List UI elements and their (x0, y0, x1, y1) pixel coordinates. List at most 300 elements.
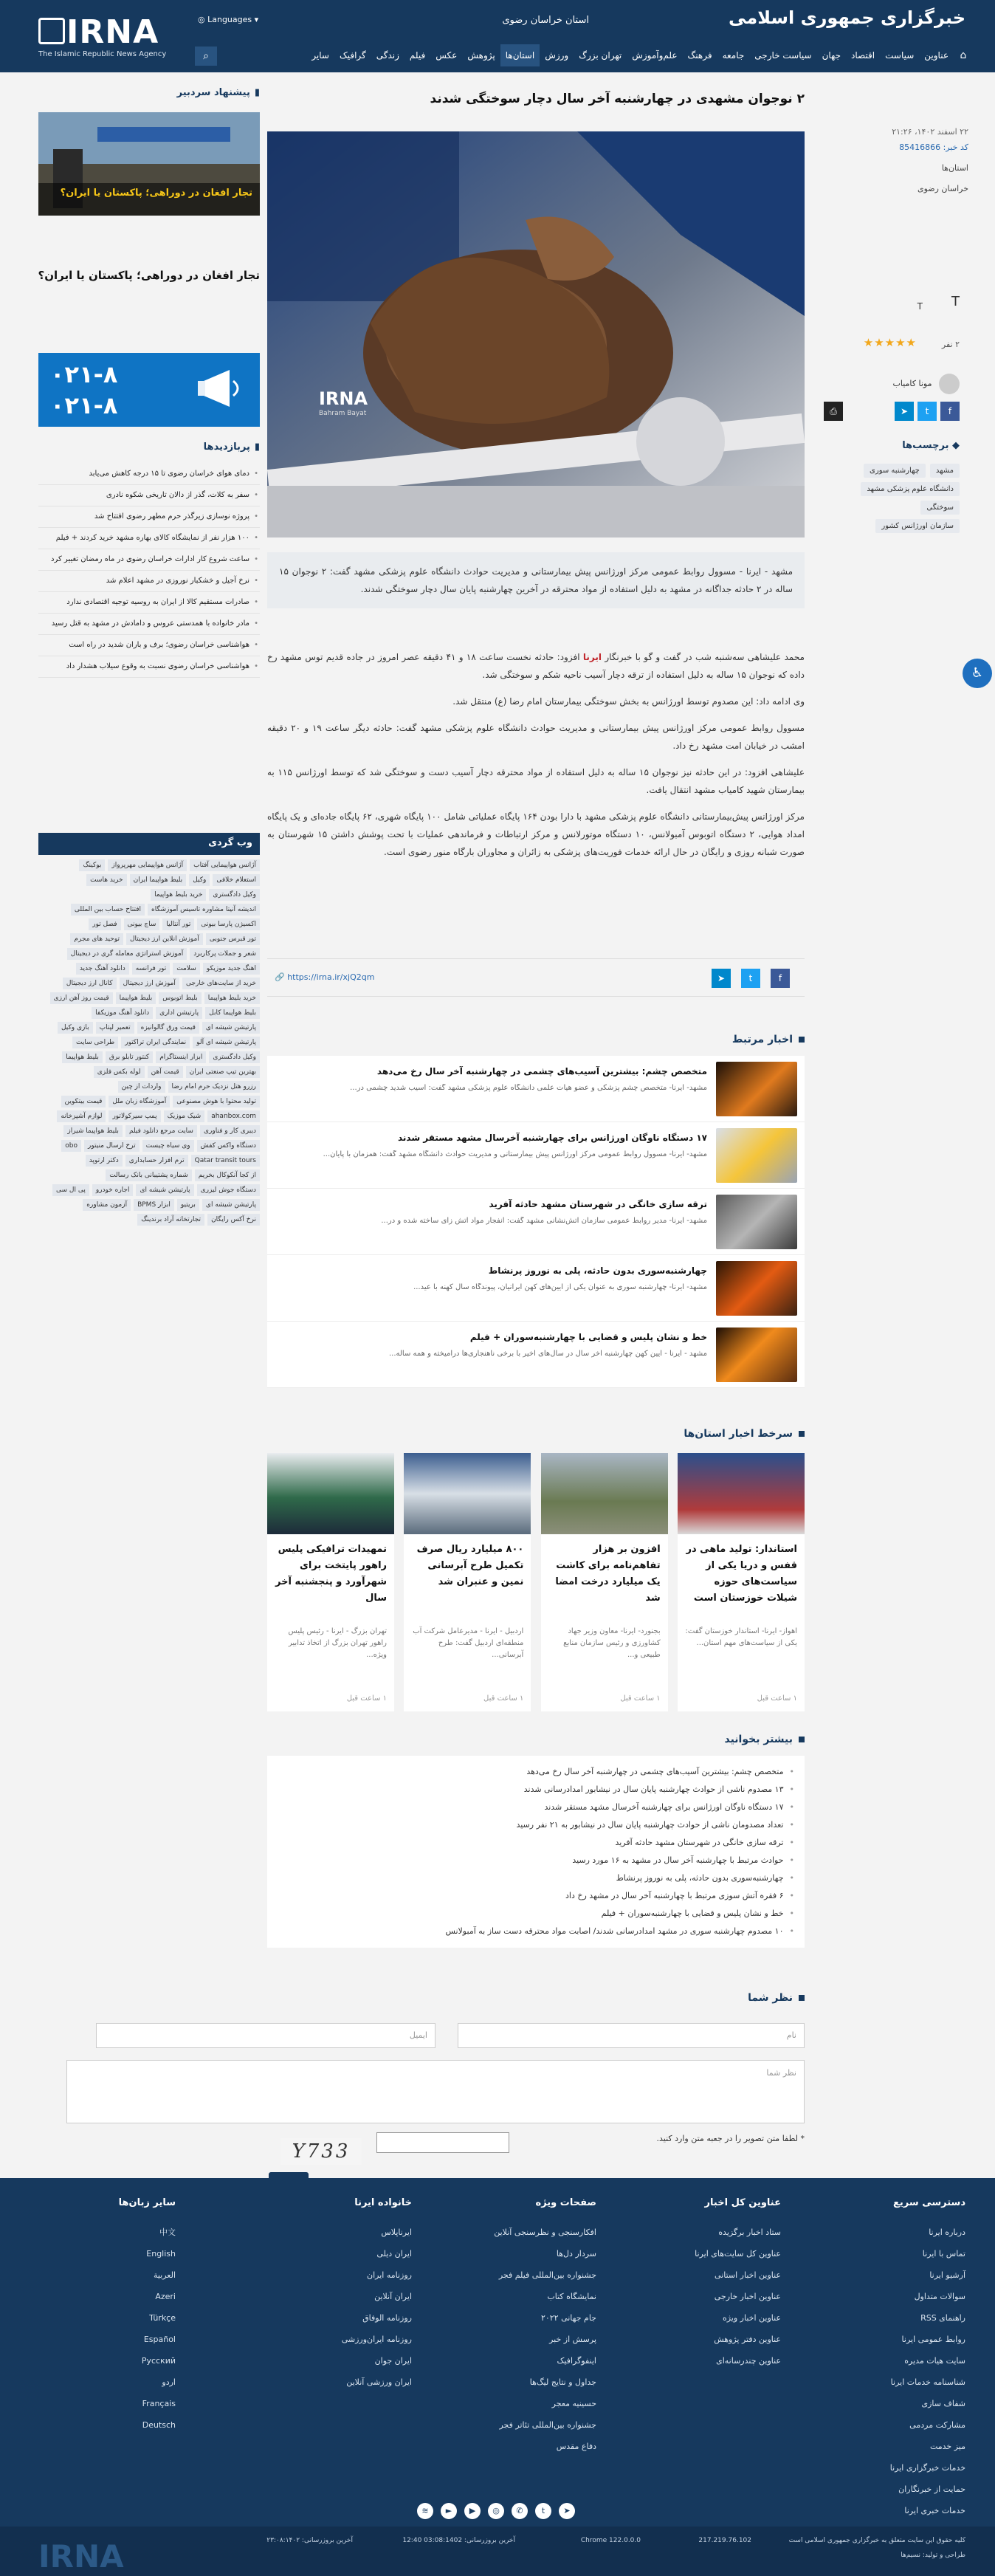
web-tag[interactable]: اندیشه آنیتا مشاوره تاسیس آموزشگاه (148, 904, 260, 916)
web-tag[interactable]: وی سیاه چیست (142, 1140, 194, 1152)
more-item[interactable]: • تعداد مصدومان ناشی از حوادث چهارشنبه پایان سال در نیشابور به ۲۱ نفر رسید (278, 1816, 794, 1834)
section-marker (799, 1431, 805, 1437)
headline-card[interactable] (267, 1453, 394, 1711)
main-column (267, 72, 968, 2177)
category-link[interactable]: استان‌ها (941, 163, 968, 173)
footer-link[interactable]: روزنامه ایران (367, 2270, 412, 2280)
short-url[interactable] (275, 972, 374, 982)
ad-line: ۰۲۱-۸ (50, 391, 118, 419)
web-tag[interactable]: پی ال سی (52, 1184, 89, 1196)
comment-title-label: نظر شما (748, 1992, 793, 2004)
footer-link[interactable]: مشارکت مردمی (909, 2420, 965, 2430)
nav-item[interactable]: علم‌وآموزش (632, 50, 678, 61)
more-item[interactable]: • ۱۰ مصدوم چهارشنبه سوری در مشهد امدادرسانی شدند/ اصابت مواد محترقه دست ساز به آمبولانس (278, 1923, 794, 1940)
latest-item[interactable]: • دمای هوای خراسان رضوی تا ۱۵ درجه کاهش می‌یابد (38, 464, 260, 485)
more-item[interactable]: • چهارشنبه‌سوری بدون حادثه، پلی به نوروز پرنشاط (278, 1869, 794, 1887)
related-item-summary: مشهد - ایرنا - آیین کهن چهارشنبه آخر سال در سال‌های اخیر با برخی ناهنجاری‌ها درآمیخته و همه ساله... (388, 1350, 707, 1358)
nav-item[interactable]: سیاست (885, 50, 915, 61)
web-tag[interactable]: ahanbox.com (207, 1110, 260, 1122)
footer-link[interactable]: سایت هیات مدیره (904, 2356, 965, 2366)
web-tag[interactable]: سلامت (173, 963, 200, 975)
web-tag[interactable]: رزرو هتل نزدیک حرم امام رضا (168, 1081, 260, 1093)
nav-item[interactable]: اقتصاد (851, 50, 875, 61)
web-tag[interactable]: وکیل دادگستری (209, 1051, 260, 1063)
web-tag[interactable]: دستگاه واکس کفش (197, 1140, 260, 1152)
web-tag[interactable]: آژانس هواپیمایی مهرپرواز (108, 859, 187, 871)
latest-item[interactable]: • هواشناسی خراسان رضوی نسبت به وقوع سیلاب هشدار داد (38, 656, 260, 678)
related-thumbnail (716, 1195, 797, 1249)
footer-link-list (449, 2222, 596, 2457)
footer-col (633, 2197, 781, 2371)
article-paragraph: مرکز اورژانس پیش‌بیمارستانی دانشگاه علوم پزشکی مشهد با دارا بودن ۱۶۴ پایگاه عملیاتی شامل ۱۰۰ پایگاه شهری، ۶۲ پایگاه جاده‌ای و یک پایگاه امداد هوایی، ۲ دستگاه اتوبوس آمبولانس، ۱۰ دستگاه موتورلانس و مرکز ارتباطات و فرماندهی عملیات با تحت پوشش داشتن ۱۵ شهرستان به صورت شبانه روزی و رایگان در حال ارائه خدمات فوریت‌های پزشکی به زائران و مجاوران بارگاه منور رضوی است. (267, 811, 805, 857)
headlines-title (267, 1428, 805, 1440)
nav-item[interactable]: جهان (822, 50, 841, 61)
footer-col-title: صفحات ویژه (535, 2197, 596, 2208)
captcha-label: * لطفا متن تصویر را در جعبه متن وارد کنید. (656, 2134, 805, 2143)
headline-card[interactable] (404, 1453, 531, 1711)
suggest-item[interactable]: تجار افغان در دوراهی؛ پاکستان یا ایران؟ (38, 269, 260, 282)
footer-link[interactable]: Français (142, 2399, 176, 2408)
related-thumbnail (716, 1261, 797, 1316)
related-item[interactable] (267, 1056, 805, 1122)
web-tag[interactable]: وکیل (189, 874, 210, 886)
nav-item[interactable]: فرهنگ (687, 50, 712, 61)
short-url-bar (267, 958, 805, 997)
nav-item[interactable]: سیاست خارجی (754, 50, 812, 61)
tag[interactable]: سازمان اورژانس کشور (875, 519, 960, 533)
footer-link[interactable]: عناوین کل سایت‌های ایرنا (695, 2249, 781, 2259)
whatsapp-icon[interactable]: ✆ (512, 2503, 528, 2519)
web-tag[interactable]: بلیط اتوبوس (159, 992, 201, 1004)
telegram-icon[interactable]: ➤ (895, 402, 914, 421)
accessibility-icon[interactable]: ♿ (963, 659, 992, 688)
footer-link[interactable]: Español (143, 2335, 176, 2344)
font-size-large[interactable]: T (951, 294, 960, 309)
photo-watermark: IRNA (319, 388, 368, 409)
footer-link[interactable]: حسینیه معجر (551, 2399, 596, 2408)
web-tag[interactable]: نمایندگی ایران تراکتور (121, 1037, 190, 1048)
tags-title (902, 440, 960, 451)
web-tag[interactable]: Qatar transit tours (191, 1155, 260, 1167)
web-tag[interactable]: آموزش انلاین ارز دیجیتال (126, 933, 203, 945)
web-tag[interactable]: ترم افزار حسابداری (125, 1155, 188, 1167)
latest-item[interactable]: • ساعت شروع کار ادارات خراسان رضوی در ماه رمضان تغییر کرد (38, 549, 260, 571)
latest-item[interactable]: • نرخ آجیل و خشکبار نوروزی در مشهد اعلام شد (38, 571, 260, 592)
footer-col-title: دسترسی سریع (893, 2197, 965, 2208)
web-tag[interactable]: خرید هاست (86, 874, 127, 886)
web-tag[interactable]: بلیط هواپیما کابل (205, 1007, 260, 1019)
card-image (678, 1453, 805, 1534)
web-tag[interactable]: استعلام خلافی (213, 874, 260, 886)
web-tag[interactable]: واردات از چین (118, 1081, 165, 1093)
suggest-title (177, 87, 260, 98)
article-body (267, 648, 805, 870)
web-tag[interactable]: بلیط هواپیما (62, 1051, 103, 1063)
footer-link[interactable]: میز خدمت (929, 2442, 965, 2451)
web-tag[interactable]: دانلود آهنگ موزیکفا (92, 1007, 153, 1019)
web-tag[interactable]: اکسیژن پارسا بیونی (197, 918, 260, 930)
web-tag[interactable]: از کجا آنکوکال بخریم (195, 1169, 260, 1181)
footer-link[interactable]: جشنواره بین‌المللی فیلم فجر (498, 2270, 596, 2280)
footer-link[interactable]: ایران آنلاین (374, 2292, 412, 2301)
card-time: ۱ ساعت قبل (483, 1694, 524, 1703)
web-tag[interactable]: توحید های مجرم (70, 933, 123, 945)
footer-link[interactable]: ایرنا‌پلاس (381, 2228, 412, 2237)
related-item-title: متخصص چشم: بیشترین آسیب‌های چشمی در چهارشنبه آخر سال رخ می‌دهد (376, 1066, 707, 1076)
headline-card[interactable] (541, 1453, 668, 1711)
latest-item[interactable]: • ۱۰۰ هزار نفر از نمایشگاه کالای بهاره مشهد خرید کردند + فیلم (38, 528, 260, 549)
share-buttons-bottom (701, 969, 790, 988)
footer-col (87, 2197, 176, 2436)
print-icon[interactable]: ⎙ (824, 402, 843, 421)
web-tag[interactable]: بازی وکیل (58, 1022, 93, 1034)
web-tag[interactable]: کنتور تابلو برق (106, 1051, 153, 1063)
nav-item[interactable]: سایر (311, 50, 329, 61)
home-icon[interactable]: ⌂ (960, 49, 967, 61)
tag[interactable]: چهارشنبه سوری (864, 464, 926, 478)
more-list (267, 1756, 805, 1948)
nav-item[interactable]: عناوین (924, 50, 948, 61)
related-item[interactable] (267, 1189, 805, 1255)
copyright: کلیه حقوق این سایت متعلق به خبرگزاری جمهوری اسلامی است (788, 2537, 965, 2544)
comment-textarea[interactable]: نظر شما (66, 2060, 805, 2123)
web-tag[interactable]: فصل تور (89, 918, 120, 930)
designer-credit[interactable]: طراحی و تولید: نسیم‌ها (901, 2552, 965, 2559)
logo-mark (38, 18, 65, 44)
suggest-illustration (38, 112, 260, 216)
article-lead: مشهد - ایرنا - مسوول روابط عمومی مرکز اورژانس پیش بیمارستانی و مدیریت حوادث دانشگاه علوم پزشکی مشهد گفت: ۲ نوجوان ۱۵ ساله در ۲ حادثه جداگانه در مشهد به دلیل استفاده از مواد محترقه در آخرین چهارشنبه پایان سال دچار سوختگی شدند. (267, 552, 805, 608)
latest-list (38, 464, 260, 678)
web-tag[interactable]: کانال ارز دیجیتال (63, 978, 117, 989)
web-tag[interactable]: خرید بلیط هواپیما (204, 992, 260, 1004)
footer-link[interactable]: آرشیو ایرنا (929, 2270, 965, 2280)
suggest-image-caption: تجار افغان در دوراهی؛ پاکستان یا ایران؟ (60, 188, 252, 199)
footer-link[interactable]: اینفوگرافیک (557, 2356, 596, 2366)
paragraph-text: افزود: حادثه نخست ساعت ۱۸ و ۴۱ دقیقه عصر امروز در جاده قدیم توس مشهد رخ داده که نوجوان ۱۵ ساله به دلیل استفاده از ترقه دچار آسیب ناحیه شکم و سوختگی شد. (267, 652, 805, 680)
footer-link[interactable]: English (146, 2249, 176, 2259)
web-tag[interactable]: پارتیشن اداری (156, 1007, 202, 1019)
latest-item[interactable]: • صادرات مستقیم کالا از ایران به روسیه توجیه اقتصادی ندارد (38, 592, 260, 614)
web-tag[interactable]: تور فرانسه (132, 963, 171, 975)
related-item[interactable] (267, 1122, 805, 1189)
footer-link[interactable]: تماس با ایرنا (922, 2249, 965, 2259)
latest-item[interactable]: • پروژه نوسازی زیرگذر حرم مطهر رضوی افتتاح شد (38, 506, 260, 528)
email-input[interactable]: ایمیل (96, 2023, 435, 2048)
footer-link[interactable]: Deutsch (142, 2420, 176, 2430)
related-item-summary: مشهد- ایرنا- مسوول روابط عمومی مرکز اورژانس پیش بیمارستانی و مدیریت حوادث دانشگاه مشهد گفت: همزمان با پایان... (323, 1150, 707, 1158)
related-item[interactable] (267, 1322, 805, 1388)
web-tag[interactable]: شماره پشتیبانی بانک رسالت (106, 1169, 192, 1181)
related-item[interactable] (267, 1255, 805, 1322)
footer-col-title: سایر زبان‌ها (118, 2197, 176, 2208)
suggest-image[interactable] (38, 112, 260, 216)
web-tag[interactable]: پمپ سیرکولاتور (109, 1110, 160, 1122)
view-count: ۲ نفر (941, 340, 960, 349)
author[interactable] (893, 374, 960, 394)
web-tag[interactable]: قیمت روز آهن ارزی (50, 992, 113, 1004)
footer-link[interactable]: ایران جوان (374, 2356, 412, 2366)
footer-link[interactable]: روابط عمومی ایرنا (901, 2335, 965, 2344)
name-input[interactable]: نام (458, 2023, 805, 2048)
footer-link[interactable]: عناوین دفتر پژوهش (714, 2335, 781, 2344)
card-time: ۱ ساعت قبل (757, 1694, 797, 1703)
footer-link[interactable]: خدمات خبرگزاری ایرنا (889, 2463, 965, 2473)
related-thumbnail (716, 1328, 797, 1382)
nav-item[interactable]: ورزش (545, 50, 569, 61)
footer-link[interactable]: جداول و نتایج لیگ‌ها (529, 2377, 596, 2387)
web-tag[interactable]: آژانس هواپیمایی آفتاب (190, 859, 260, 871)
web-tag[interactable]: اجاره خودرو (92, 1184, 134, 1196)
footer-link[interactable]: Русский (141, 2356, 176, 2366)
footer-link[interactable]: ایران دیلی (376, 2249, 412, 2259)
footer-link[interactable]: Türkçe (149, 2313, 176, 2323)
nav-item[interactable]: پژوهش (467, 50, 495, 61)
web-tag[interactable]: اهنگ جدید موزیکو (203, 963, 260, 975)
megaphone-icon (196, 366, 248, 411)
web-tag[interactable]: قیمت ورق گالوانیزه (137, 1022, 199, 1034)
web-tag[interactable]: دکتر ارتوپد (86, 1155, 123, 1167)
logo-subtitle: The Islamic Republic News Agency (38, 50, 167, 58)
more-item[interactable]: • خط و نشان پلیس و قضایی با چهارشنبه‌سوران + فیلم (278, 1905, 794, 1923)
web-tag[interactable]: شعر و جملات پرکاربرد (190, 948, 260, 960)
footer-link[interactable]: 中文 (159, 2228, 176, 2237)
related-title-label: اخبار مرتبط (731, 1034, 793, 1045)
web-tag[interactable]: ترخ ارسال منیتور (84, 1140, 140, 1152)
card-title: ۸۰۰ میلیارد ریال صرف تکمیل طرح آبرسانی نمین و عنبران شد (416, 1544, 524, 1587)
web-tag[interactable]: لوله بکس فلزی (94, 1066, 145, 1078)
font-size-small[interactable]: T (917, 301, 923, 312)
more-item[interactable]: • متخصص چشم: بیشترین آسیب‌های چشمی در چهارشنبه آخر سال رخ می‌دهد (278, 1763, 794, 1781)
facebook-icon[interactable]: f (771, 969, 790, 988)
web-tag[interactable]: پارتیشن شیشه ای (136, 1184, 193, 1196)
chevron-down-icon: ▾ (254, 15, 259, 24)
footer-link[interactable]: جشنواره بین‌المللی تئاتر فجر (499, 2420, 596, 2430)
related-item-summary: مشهد- ایرنا- متخصص چشم پزشکی و عضو هیات علمی دانشگاه علوم پزشکی مشهد گفت: آسیب شدید چشمی در... (350, 1084, 707, 1092)
nav-item-active[interactable]: استان‌ها (500, 44, 540, 66)
article-meta (821, 127, 968, 202)
web-tag[interactable]: پارتیشن شیشه ای (202, 1022, 260, 1034)
news-code[interactable]: کد خبر: 85416866 (899, 142, 968, 152)
card-image (267, 1453, 394, 1534)
headlines-title-label: سرخط اخبار استان‌ها (684, 1428, 793, 1440)
card-time: ۱ ساعت قبل (346, 1694, 388, 1703)
site-footer (0, 2178, 995, 2576)
search-icon[interactable]: ⌕ (195, 47, 217, 66)
more-item[interactable]: • ۱۳ مصدوم ناشی از حوادث چهارشنبه پایان سال در نیشابور امدادرسانی شدند (278, 1781, 794, 1799)
card-summary: تهران بزرگ - ایرنا - رئیس پلیس راهور تهران بزرگ از اتخاذ تدابیر ویژه... (288, 1627, 388, 1659)
logo-word: IRNA (66, 13, 159, 51)
footer-link[interactable]: روزنامه الوفاق (362, 2313, 412, 2323)
card-title: استاندار: تولید ماهی در قفس و دریا یکی از سیاست‌های حوزه شیلات خوزستان است (686, 1544, 797, 1604)
web-tag[interactable]: تجارتخانه آراد برندینگ (137, 1214, 204, 1226)
web-tag[interactable]: شیک موزیک (164, 1110, 205, 1122)
twitter-icon[interactable]: t (535, 2503, 551, 2519)
footer-link[interactable]: Azeri (155, 2292, 176, 2301)
footer-link[interactable]: عناوین اخبار استانی (715, 2270, 781, 2280)
footer-link[interactable]: دفاع مقدس (556, 2442, 596, 2451)
footer-col-title: عناوین کل اخبار (704, 2197, 781, 2208)
web-tag[interactable]: خرید بلیط هواپیما (151, 889, 206, 901)
footer-link[interactable]: پرسش از خبر (549, 2335, 596, 2344)
web-tag[interactable]: تور آنتالیا (162, 918, 194, 930)
web-tag[interactable]: دانلود آهنگ جدید (76, 963, 129, 975)
latest-title (204, 442, 260, 453)
footer-link[interactable]: درباره ایرنا (929, 2228, 965, 2237)
more-item[interactable]: • حوادث مرتبط با چهارشنبه آخر سال در مشهد به ۱۶ مورد رسید (278, 1852, 794, 1869)
facebook-icon[interactable]: f (940, 402, 960, 421)
web-tag[interactable]: بوکینگ (79, 859, 105, 871)
brand-title[interactable]: خبرگزاری جمهوری اسلامی (729, 7, 965, 28)
nav-item[interactable]: فیلم (409, 50, 426, 61)
web-tag[interactable]: پارتیشن شیشه ای آلو (193, 1037, 260, 1048)
youtube-icon[interactable]: ► (441, 2503, 457, 2519)
section-marker (799, 1737, 805, 1742)
web-tag[interactable]: لوازم آشپزخانه (57, 1110, 106, 1122)
web-tag[interactable]: آموزشگاه زبان ملل (109, 1096, 170, 1107)
headline-card[interactable] (678, 1453, 805, 1711)
web-tag[interactable]: تعمیر لپتاپ (96, 1022, 134, 1034)
language-label: Languages (207, 15, 252, 24)
web-tag[interactable]: آموزش ارز دیجیتال (120, 978, 179, 989)
footer-link[interactable]: عناوین اخبار ویژه (722, 2313, 781, 2323)
footer-bottom (0, 2527, 995, 2576)
related-list (267, 1056, 805, 1388)
footer-logo[interactable]: IRNA (38, 2538, 124, 2575)
nav-item[interactable]: تهران بزرگ (579, 50, 622, 61)
ad-banner[interactable] (38, 353, 260, 427)
footer-social (413, 2503, 579, 2519)
web-tag[interactable]: ابزار BPMS (134, 1199, 174, 1211)
more-item[interactable]: • ۶ فقره آتش سوزی مرتبط با چهارشنبه آخر سال در مشهد رخ داد (278, 1887, 794, 1905)
article-categories (821, 161, 968, 196)
web-tag[interactable]: ساج بیونی (124, 918, 160, 930)
web-tag[interactable]: دستگاه جوش لیزری (197, 1184, 260, 1196)
province-title[interactable]: استان خراسان رضوی (502, 15, 589, 26)
footer-link[interactable]: حمایت از خبرنگاران (898, 2484, 965, 2494)
twitter-icon[interactable]: t (917, 402, 937, 421)
web-tag[interactable]: بلیط هواپیما (116, 992, 156, 1004)
irna-logo[interactable] (38, 15, 179, 61)
web-tag[interactable]: بریتیو (177, 1199, 199, 1211)
footer-link[interactable]: افکارسنجی و نظرسنجی آنلاین (494, 2228, 596, 2237)
footer-link[interactable]: خدمات خبری ایرنا (904, 2506, 965, 2515)
rss-icon[interactable]: ≋ (417, 2503, 433, 2519)
web-tag[interactable]: بلیط هواپیما شیراز (63, 1125, 123, 1137)
nav-item[interactable]: جامعه (722, 50, 745, 61)
footer-link[interactable]: سردار دل‌ها (556, 2249, 596, 2259)
telegram-icon[interactable]: ➤ (712, 969, 731, 988)
footer-col (264, 2197, 412, 2393)
web-tag[interactable]: نرخ آکس رایگان (207, 1214, 260, 1226)
more-item[interactable]: • ترقه سازی خانگی در شهرستان مشهد حادثه آفرید (278, 1834, 794, 1852)
captcha-input[interactable] (376, 2132, 509, 2153)
web-tag[interactable]: تور قبرس جنوبی (206, 933, 260, 945)
footer-link[interactable]: روزنامه ایران‌ورزشی (341, 2335, 412, 2344)
web-tag[interactable]: افتتاح حساب بین المللی (71, 904, 145, 916)
footer-link[interactable]: نمایشگاه کتاب (547, 2292, 596, 2301)
article-paragraph (267, 648, 805, 684)
footer-link[interactable]: سوالات متداول (914, 2292, 965, 2301)
nav-item[interactable]: عکس (435, 50, 458, 61)
footer-link[interactable]: راهنمای RSS (920, 2313, 965, 2323)
footer-link[interactable]: اردو (162, 2377, 176, 2387)
twitter-icon[interactable]: t (741, 969, 760, 988)
related-title (267, 1034, 805, 1045)
category-link[interactable]: خراسان رضوی (917, 184, 968, 193)
card-image (541, 1453, 668, 1534)
web-tag[interactable]: بلیط هواپیما ایران (130, 874, 187, 886)
nav-item[interactable]: گرافیک (339, 50, 366, 61)
web-tag[interactable]: آموزش استراتژی معامله گری در دیجیتال (67, 948, 187, 960)
tag[interactable]: دانشگاه علوم پزشکی مشهد (861, 482, 960, 496)
web-tag[interactable]: آزمون مشاوره (83, 1199, 131, 1211)
footer-link[interactable]: عناوین چندرسانه‌ای (716, 2356, 781, 2366)
rating-stars[interactable]: ★★★★★ (863, 336, 917, 349)
tag[interactable]: سوختگی (920, 501, 960, 515)
footer-link[interactable]: ستاد اخبار برگزیده (718, 2228, 781, 2237)
web-tag[interactable]: obo (61, 1140, 81, 1152)
language-switcher[interactable] (198, 15, 258, 24)
web-tag[interactable]: تولید محتوا با هوش مصنوعی (173, 1096, 260, 1107)
footer-link[interactable]: شفاف سازی (921, 2399, 965, 2408)
tag[interactable]: مشهد (930, 464, 960, 478)
short-url-text: https://irna.ir/xjQ2qm (287, 972, 375, 982)
card-time: ۱ ساعت قبل (620, 1694, 661, 1703)
footer-link-list (633, 2222, 781, 2371)
web-tag[interactable]: دیبری کار و فناوری (200, 1125, 260, 1137)
ip-address: 217.219.76.102 (698, 2537, 751, 2544)
section-marker: ▮ (254, 87, 260, 98)
web-tag[interactable]: ابزار اینستاگرام (156, 1051, 206, 1063)
last-visit: آخرین بروزرسانی: ۲۳:۰۸:۱۴۰۲ (266, 2537, 353, 2544)
telegram-icon[interactable]: ➤ (559, 2503, 575, 2519)
card-image (404, 1453, 531, 1534)
sidebar (38, 72, 260, 2177)
headline-cards (267, 1453, 805, 1711)
web-tag[interactable]: قیمت آهن (148, 1066, 183, 1078)
footer-link[interactable]: ایران ورزشی آنلاین (346, 2377, 412, 2387)
footer-link[interactable]: جام جهانی ۲۰۲۲ (540, 2313, 596, 2323)
web-tag[interactable]: قیمت بیتکوین (61, 1096, 106, 1107)
web-tag[interactable]: وکیل دادگستری (209, 889, 260, 901)
latest-item[interactable]: • هواشناسی خراسان رضوی؛ برف و باران شدید در راه است (38, 635, 260, 656)
tag-icon: ◆ (952, 440, 960, 451)
web-tag[interactable]: پارتیشن شیشه ای (202, 1199, 260, 1211)
footer-link[interactable]: شناسنامه خدمات ایرنا (890, 2377, 965, 2387)
share-buttons (891, 402, 960, 421)
web-tag[interactable]: طراحی سایت (72, 1037, 118, 1048)
latest-item[interactable]: • سفر به کلات، گذر از دالان تاریخی شکوه نادری (38, 485, 260, 506)
more-title-label: بیشتر بخوانید (724, 1734, 793, 1745)
web-title: وب گردی (38, 833, 260, 855)
instagram-icon[interactable]: ◎ (488, 2503, 504, 2519)
nav-item[interactable]: زندگی (376, 50, 399, 61)
related-item-summary: مشهد- ایرنا- چهارشنبه سوری به عنوان یکی از آیین‌های کهن ایرانیان، پیوندگاه سال کهنه با عید... (413, 1283, 707, 1291)
web-tag[interactable]: سایت مرجع دانلود فیلم (125, 1125, 197, 1137)
card-summary: اردبیل - ایرنا - مدیرعامل شرکت آب منطقه‌ای اردبیل گفت: طرح آبرسانی... (413, 1627, 524, 1659)
footer-col (449, 2197, 596, 2457)
footer-link[interactable]: العربية (153, 2270, 176, 2280)
more-item[interactable]: • ۱۷ دستگاه ناوگان اورژانس برای چهارشنبه آخرسال مشهد مستقر شدند (278, 1799, 794, 1816)
footer-link[interactable]: عناوین اخبار خارجی (714, 2292, 781, 2301)
photo-credit: Bahram Bayat (319, 410, 367, 417)
web-tag[interactable]: خرید از سایت‌های خارجی (182, 978, 260, 989)
aparat-icon[interactable]: ▶ (464, 2503, 481, 2519)
irna-link[interactable]: ایرنا (582, 652, 602, 662)
web-tag[interactable]: بهترین تیپ صنعتی ایران (186, 1066, 260, 1078)
latest-item[interactable]: • مادر خانواده با همدستی عروس و دامادش در مشهد به قتل رسید (38, 614, 260, 635)
footer-link-list (264, 2222, 412, 2393)
